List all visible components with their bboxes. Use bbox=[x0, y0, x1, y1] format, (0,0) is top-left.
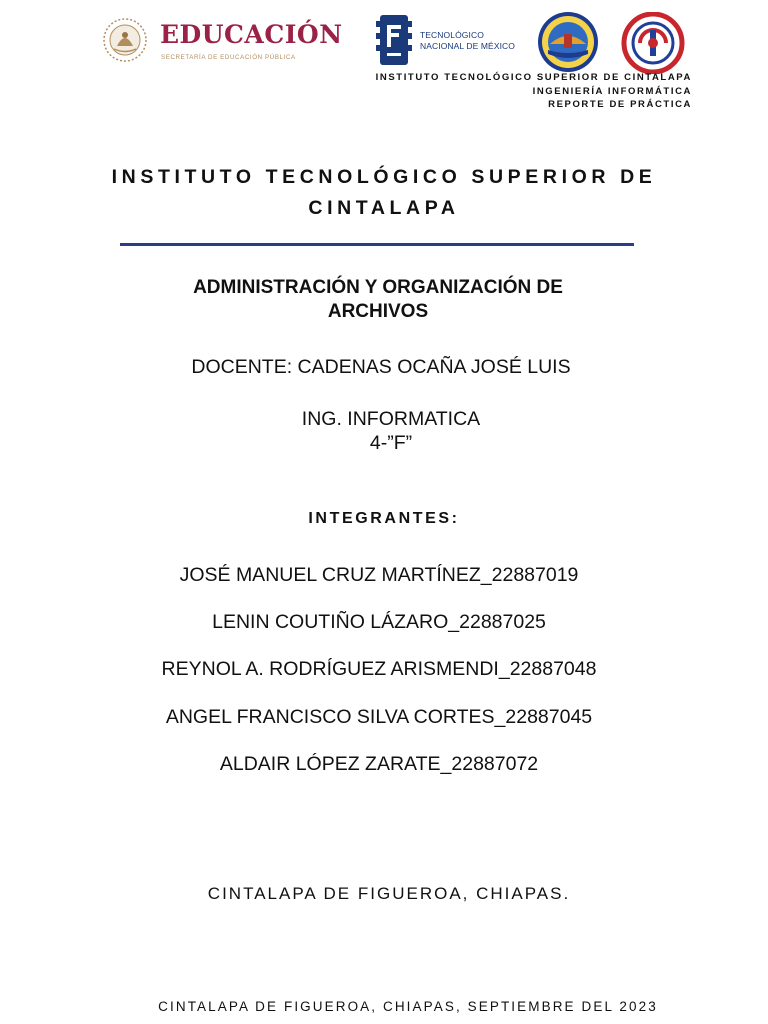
integrantes-heading: INTEGRANTES: bbox=[308, 510, 460, 527]
tecnm-name-line2: NACIONAL DE MÉXICO bbox=[420, 41, 516, 51]
program-seal bbox=[620, 12, 686, 74]
docente-line: DOCENTE: CADENAS OCAÑA JOSÉ LUIS bbox=[191, 356, 571, 378]
group-line: 4-”F” bbox=[369, 432, 413, 454]
sep-logo bbox=[100, 14, 350, 66]
tecnm-logo bbox=[374, 13, 514, 69]
header-text-block bbox=[376, 71, 692, 112]
tecnm-name bbox=[420, 30, 515, 52]
member-item: ALDAIR LÓPEZ ZARATE_22887072 bbox=[219, 753, 539, 775]
header-institute-line: INSTITUTO TECNOLÓGICO SUPERIOR DE CINTALAPA bbox=[375, 72, 692, 83]
member-item: ANGEL FRANCISCO SILVA CORTES_22887045 bbox=[165, 706, 593, 728]
member-item: REYNOL A. RODRÍGUEZ ARISMENDI_22887048 bbox=[161, 658, 597, 680]
subject-title-line2: ARCHIVOS bbox=[327, 301, 429, 322]
mexico-coat-of-arms-icon bbox=[100, 16, 150, 64]
subject-title bbox=[120, 276, 636, 324]
career-line: ING. INFORMATICA bbox=[301, 408, 481, 430]
title-divider bbox=[120, 243, 634, 246]
subject-title-line1: ADMINISTRACIÓN Y ORGANIZACIÓN DE bbox=[193, 277, 563, 298]
institute-title-line1: INSTITUTO TECNOLÓGICO SUPERIOR DE bbox=[111, 166, 657, 188]
member-item: LENIN COUTIÑO LÁZARO_22887025 bbox=[212, 611, 546, 633]
header-program-line: INGENIERÍA INFORMÁTICA bbox=[532, 85, 692, 97]
sep-logo-subtitle: SECRETARÍA DE EDUCACIÓN PÚBLICA bbox=[161, 54, 296, 61]
tecnm-name-line1: TECNOLÓGICO bbox=[420, 30, 484, 40]
city-line: CINTALAPA DE FIGUEROA, CHIAPAS. bbox=[207, 884, 571, 903]
tecnm-gear-icon bbox=[374, 13, 414, 69]
institute-title bbox=[84, 162, 684, 224]
institute-seal-icon bbox=[536, 10, 600, 74]
institute-seal bbox=[536, 10, 600, 74]
header-report-line: REPORTE DE PRÁCTICA bbox=[548, 99, 692, 110]
program-seal-icon bbox=[620, 12, 686, 74]
sep-logo-text: EDUCACIÓN bbox=[160, 20, 343, 49]
footer-date-line: CINTALAPA DE FIGUEROA, CHIAPAS, SEPTIEMBRE DEL 2023 bbox=[158, 999, 658, 1014]
member-item: JOSÉ MANUEL CRUZ MARTÍNEZ_22887019 bbox=[179, 564, 579, 586]
institute-title-line2: CINTALAPA bbox=[308, 197, 460, 219]
